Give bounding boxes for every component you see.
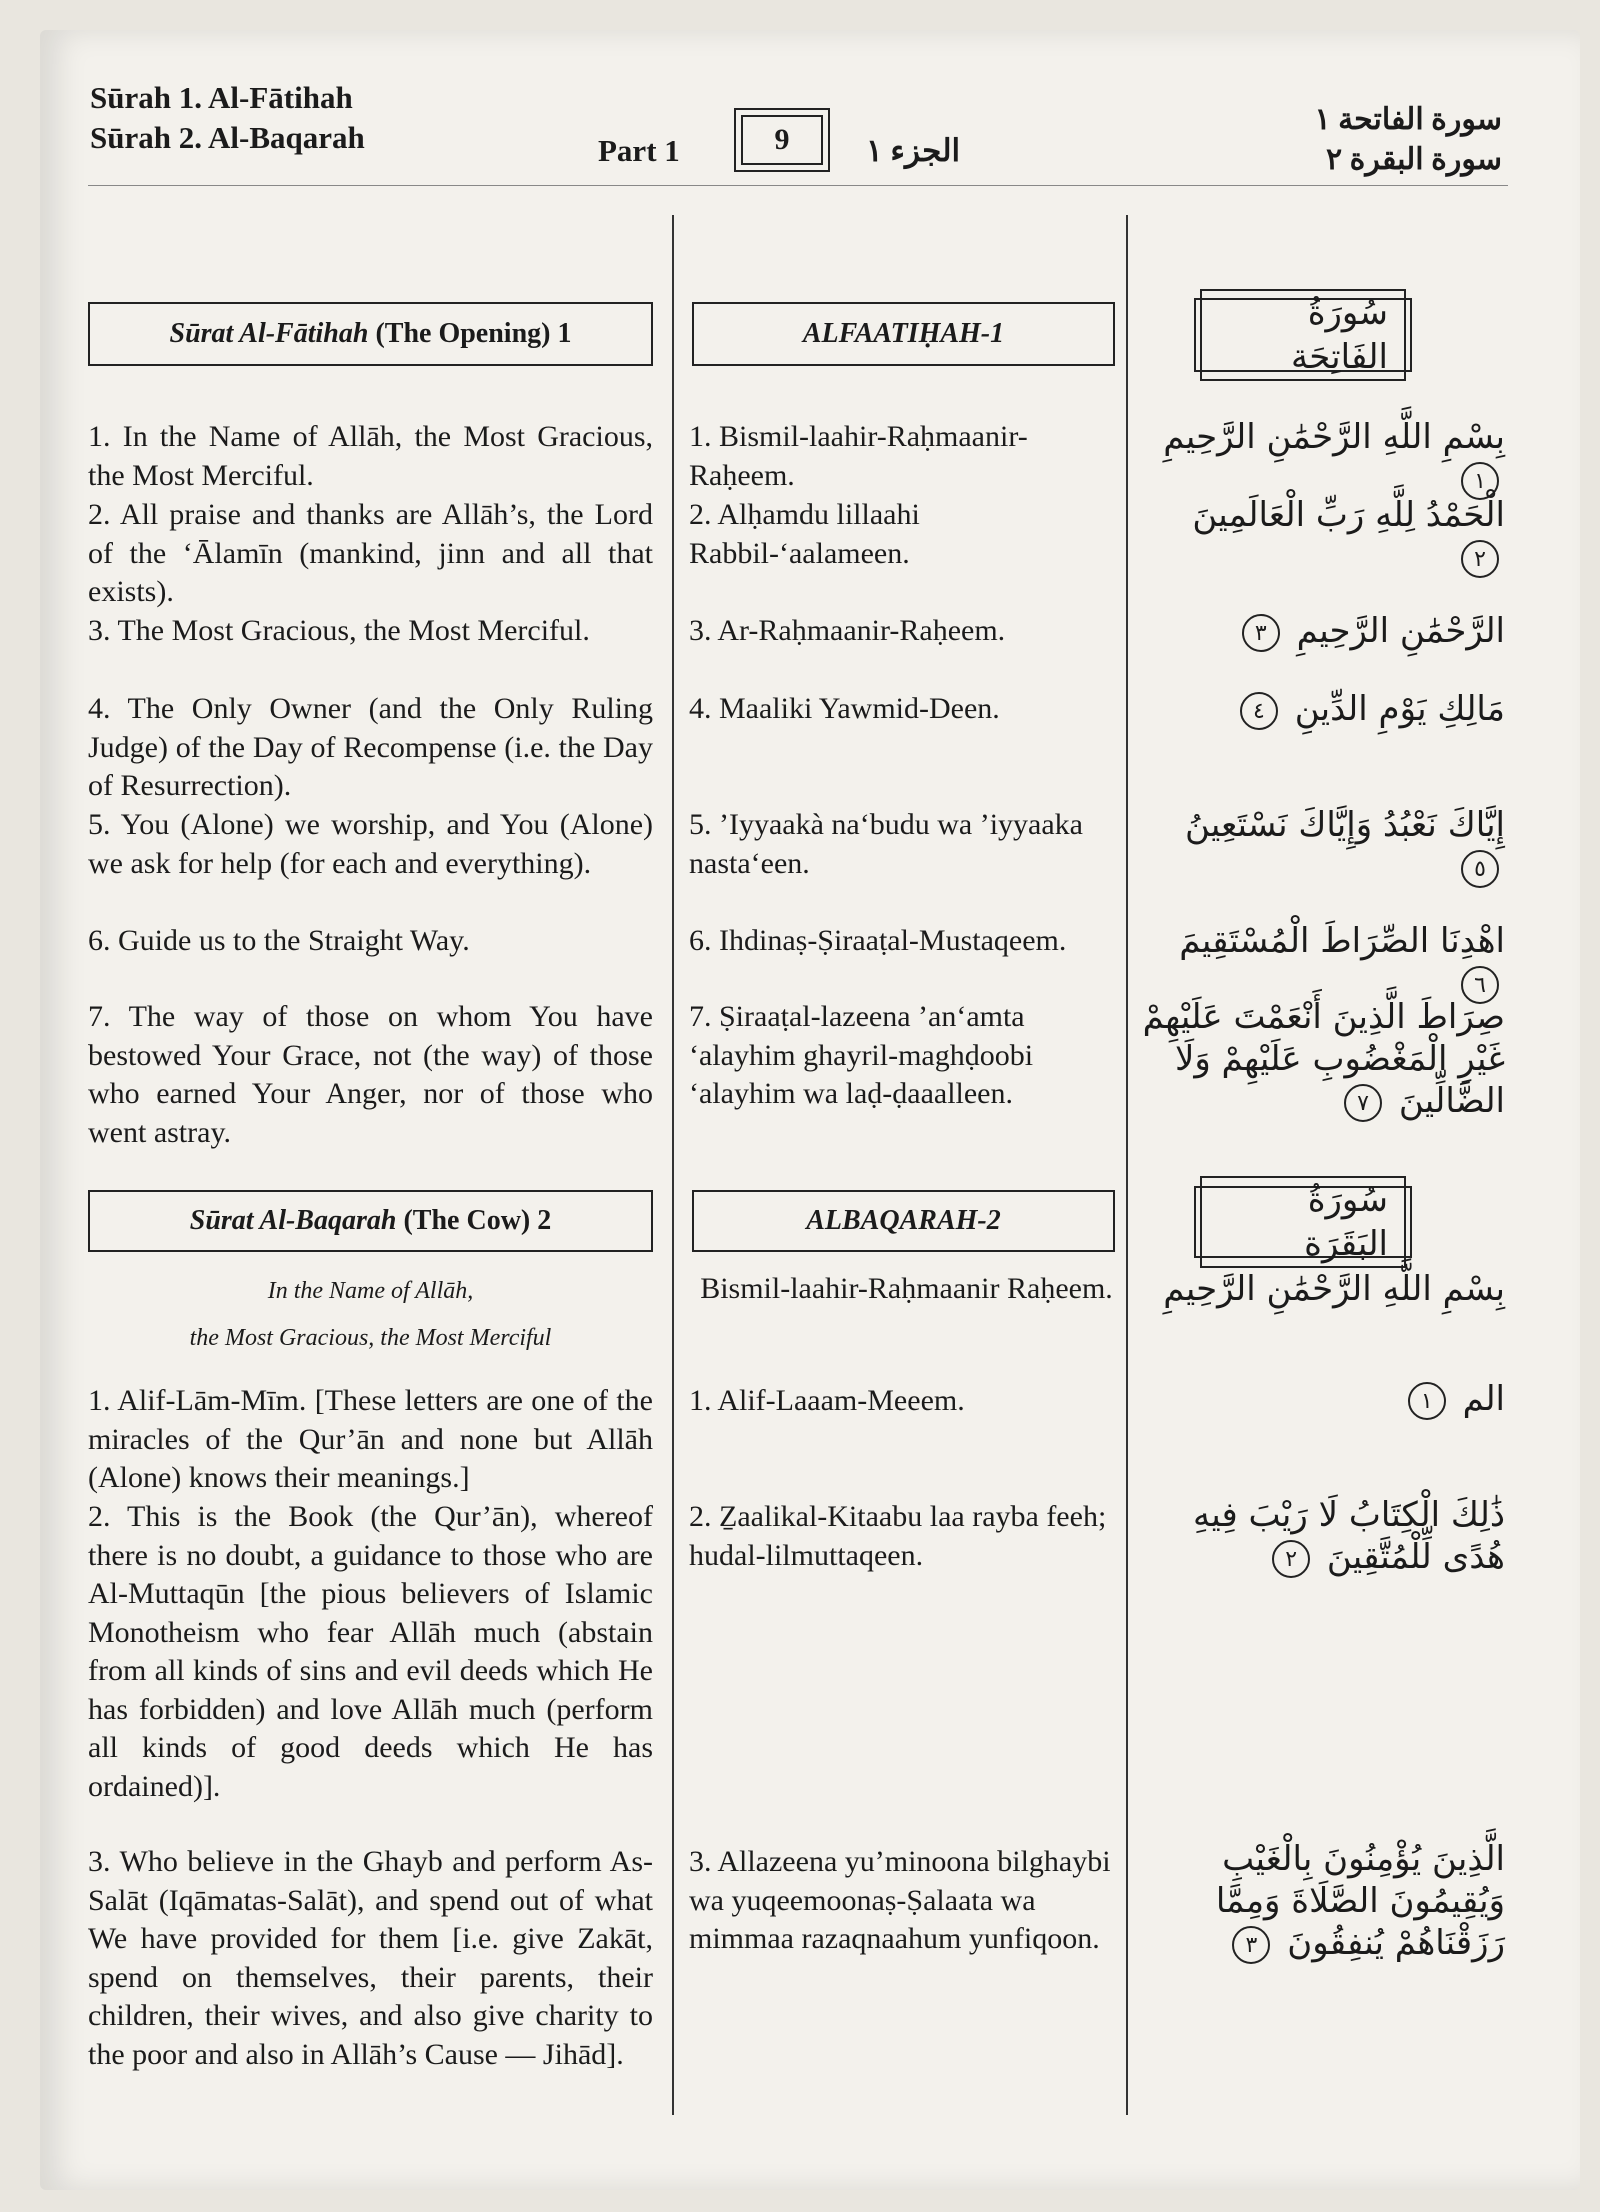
fatihah-verse-tr-3: 3. Ar-Raḥmaanir-Raḥeem.: [689, 614, 1006, 647]
baqarah-verse-en-3: 3. Who believe in the Ghayb and perform As-Salāt (Iqāmatas-Salāt), and spend out of what We have provided for them [i.e. give Zakāt, spend on themselves, their parents, their children, their wives, and also give charity to the poor and also in Allāh’s Cause — Jihād].: [88, 1845, 653, 2071]
baqarah-title-english-rest: (The Cow) 2: [396, 1205, 552, 1236]
fatihah-verse-ar-1-text: بِسْمِ اللَّهِ الرَّحْمَٰنِ الرَّحِيمِ: [1163, 417, 1505, 457]
baqarah-verse-tr-2: 2. Ẕaalikal-Kitaabu laa rayba feeh; hudal-lilmuttaqeen.: [689, 1500, 1107, 1572]
page-number: 9: [741, 115, 823, 165]
basmala-line-2: the Most Gracious, the Most Merciful: [189, 1325, 552, 1351]
baqarah-title-arabic-text: سُورَةُ البَقَرَة: [1200, 1176, 1406, 1268]
fatihah-verse-ar-7-text: صِرَاطَ الَّذِينَ أَنْعَمْتَ عَلَيْهِمْ غَيْرِ الْمَغْضُوبِ عَلَيْهِمْ وَلَا الضَّالِّينَ: [1142, 997, 1505, 1121]
baqarah-title-arabic: [1194, 1180, 1412, 1264]
fatihah-title-transliteration: ALFAATIḤAH-1: [692, 302, 1115, 366]
baqarah-verse-tr-1: 1. Alif-Laaam-Meeem.: [689, 1384, 965, 1417]
verse-marker-icon: ٥: [1461, 850, 1499, 888]
baqarah-basmala-transliteration: Bismil-laahir-Raḥmaanir Raḥeem.: [700, 1272, 1113, 1305]
header-surah-1-arabic: سورة الفاتحة ١: [1314, 103, 1502, 136]
fatihah-verse-tr-7: 7. Ṣiraaṭal-lazeena ’an‘amta ‘alayhim ghayril-maghḍoobi ‘alayhim wa laḍ-ḍaaalleen.: [689, 1000, 1034, 1110]
fatihah-verse-ar-6: [1140, 920, 1505, 1004]
fatihah-verse-ar-5-text: إِيَّاكَ نَعْبُدُ وَإِيَّاكَ نَسْتَعِينُ: [1185, 805, 1505, 845]
fatihah-verse-ar-3: [1140, 610, 1505, 652]
header-surah-names: [90, 78, 365, 158]
fatihah-verse-en-2: 2. All praise and thanks are Allāh’s, the Lord of the ‘Ālamīn (mankind, jinn and all that exists).: [88, 498, 653, 608]
header-part: Part 1: [598, 133, 680, 168]
baqarah-verse-ar-2-text: ذَٰلِكَ الْكِتَابُ لَا رَيْبَ فِيهِ هُدًى لِّلْمُتَّقِينَ: [1193, 1495, 1505, 1577]
baqarah-verse-en-1: 1. Alif-Lām-Mīm. [These letters are one of the miracles of the Qur’ān and none but Allāh (Alone) knows their meanings.]: [88, 1384, 653, 1494]
fatihah-verse-ar-4-text: مَالِكِ يَوْمِ الدِّينِ: [1294, 689, 1505, 729]
header-surah-2: Sūrah 2. Al-Baqarah: [90, 120, 365, 155]
fatihah-verse-ar-2: [1140, 494, 1505, 578]
column-divider-right: [1126, 215, 1128, 2115]
baqarah-title-english: [88, 1190, 653, 1252]
header-rule: [88, 185, 1508, 186]
fatihah-verse-tr-1: 1. Bismil-laahir-Raḥmaanir-Raḥeem.: [689, 420, 1028, 492]
verse-marker-icon: ١: [1461, 462, 1499, 500]
baqarah-verse-ar-2: [1140, 1494, 1505, 1578]
verse-marker-icon: ٣: [1232, 1926, 1270, 1964]
fatihah-verse-ar-2-text: الْحَمْدُ لِلَّهِ رَبِّ الْعَالَمِينَ: [1192, 495, 1505, 535]
fatihah-verse-ar-4: [1140, 688, 1505, 730]
fatihah-verse-tr-6: 6. Ihdinaṣ-Ṣiraaṭal-Mustaqeem.: [689, 924, 1067, 957]
fatihah-verse-en-7: 7. The way of those on whom You have bestowed Your Grace, not (the way) of those who earned Your Anger, nor of those who went astray.: [88, 1000, 653, 1149]
fatihah-verse-tr-4: 4. Maaliki Yawmid-Deen.: [689, 692, 1000, 725]
baqarah-verse-ar-3: [1140, 1838, 1505, 1964]
baqarah-title-transliteration: ALBAQARAH-2: [692, 1190, 1115, 1252]
fatihah-verse-en-1: 1. In the Name of Allāh, the Most Gracious, the Most Merciful.: [88, 420, 653, 492]
header-juz-arabic: الجزء ١: [866, 133, 961, 168]
baqarah-verse-ar-1-text: الم: [1462, 1379, 1505, 1419]
header-surah-1: Sūrah 1. Al-Fātihah: [90, 80, 353, 115]
fatihah-verse-en-4: 4. The Only Owner (and the Only Ruling Judge) of the Day of Recompense (i.e. the Day of Resurrection).: [88, 692, 653, 802]
verse-marker-icon: ٤: [1240, 692, 1278, 730]
header-surah-names-arabic: [1314, 100, 1502, 180]
baqarah-verse-tr-3: 3. Allazeena yu’minoona bilghaybi wa yuqeemoonaṣ-Ṣalaata wa mimmaa razaqnaahum yunfiqoon.: [689, 1845, 1111, 1955]
fatihah-verse-tr-5: 5. ’Iyyaakà na‘budu wa ’iyyaaka nasta‘een.: [689, 808, 1083, 880]
basmala-line-1: In the Name of Allāh,: [267, 1278, 474, 1304]
fatihah-title-arabic: [1194, 293, 1412, 377]
baqarah-verse-en-2: 2. This is the Book (the Qur’ān), whereof there is no doubt, a guidance to those who are Al-Muttaqūn [the pious believers of Islamic Monotheism who fear Allāh much (abstain from all kinds of sins and evil deeds which He has forbidden) and love Allāh much (perform all kinds of good deeds which He has ordained)].: [88, 1500, 653, 1803]
fatihah-verse-en-5: 5. You (Alone) we worship, and You (Alone) we ask for help (for each and everything).: [88, 808, 653, 880]
page-number-box: [734, 108, 830, 172]
fatihah-verse-ar-1: [1140, 416, 1505, 500]
fatihah-verse-ar-7: [1140, 996, 1505, 1122]
verse-marker-icon: ٣: [1242, 614, 1280, 652]
fatihah-verse-ar-3-text: الرَّحْمَٰنِ الرَّحِيمِ: [1296, 611, 1505, 651]
fatihah-verse-tr-2: 2. Alḥamdu lillaahi Rabbil-‘aalameen.: [689, 498, 920, 570]
baqarah-verse-ar-1: [1140, 1378, 1505, 1420]
fatihah-verse-ar-5: [1140, 804, 1505, 888]
baqarah-basmala-arabic: بِسْمِ اللَّهِ الرَّحْمَٰنِ الرَّحِيمِ: [1163, 1269, 1505, 1309]
header-surah-2-arabic: سورة البقرة ٢: [1326, 143, 1502, 176]
fatihah-title-arabic-text: سُورَةُ الفَاتِحَة: [1200, 289, 1406, 381]
baqarah-verse-ar-3-text: الَّذِينَ يُؤْمِنُونَ بِالْغَيْبِ وَيُقِيمُونَ الصَّلَاةَ وَمِمَّا رَزَقْنَاهُمْ يُنفِقُونَ: [1215, 1839, 1505, 1963]
fatihah-verse-ar-6-text: اهْدِنَا الصِّرَاطَ الْمُسْتَقِيمَ: [1179, 921, 1505, 961]
column-divider-left: [672, 215, 674, 2115]
verse-marker-icon: ٢: [1461, 540, 1499, 578]
fatihah-verse-en-6: 6. Guide us to the Straight Way.: [88, 924, 470, 957]
fatihah-title-english: [88, 302, 653, 366]
fatihah-title-english-italic: Sūrat Al-Fātihah: [169, 318, 369, 349]
fatihah-verse-en-3: 3. The Most Gracious, the Most Merciful.: [88, 614, 590, 647]
verse-marker-icon: ١: [1408, 1382, 1446, 1420]
verse-marker-icon: ٢: [1272, 1540, 1310, 1578]
verse-marker-icon: ٦: [1461, 966, 1499, 1004]
baqarah-title-english-italic: Sūrat Al-Baqarah: [189, 1205, 397, 1236]
fatihah-title-english-rest: (The Opening) 1: [368, 318, 572, 349]
verse-marker-icon: ٧: [1344, 1084, 1382, 1122]
baqarah-basmala-english: [88, 1268, 653, 1362]
